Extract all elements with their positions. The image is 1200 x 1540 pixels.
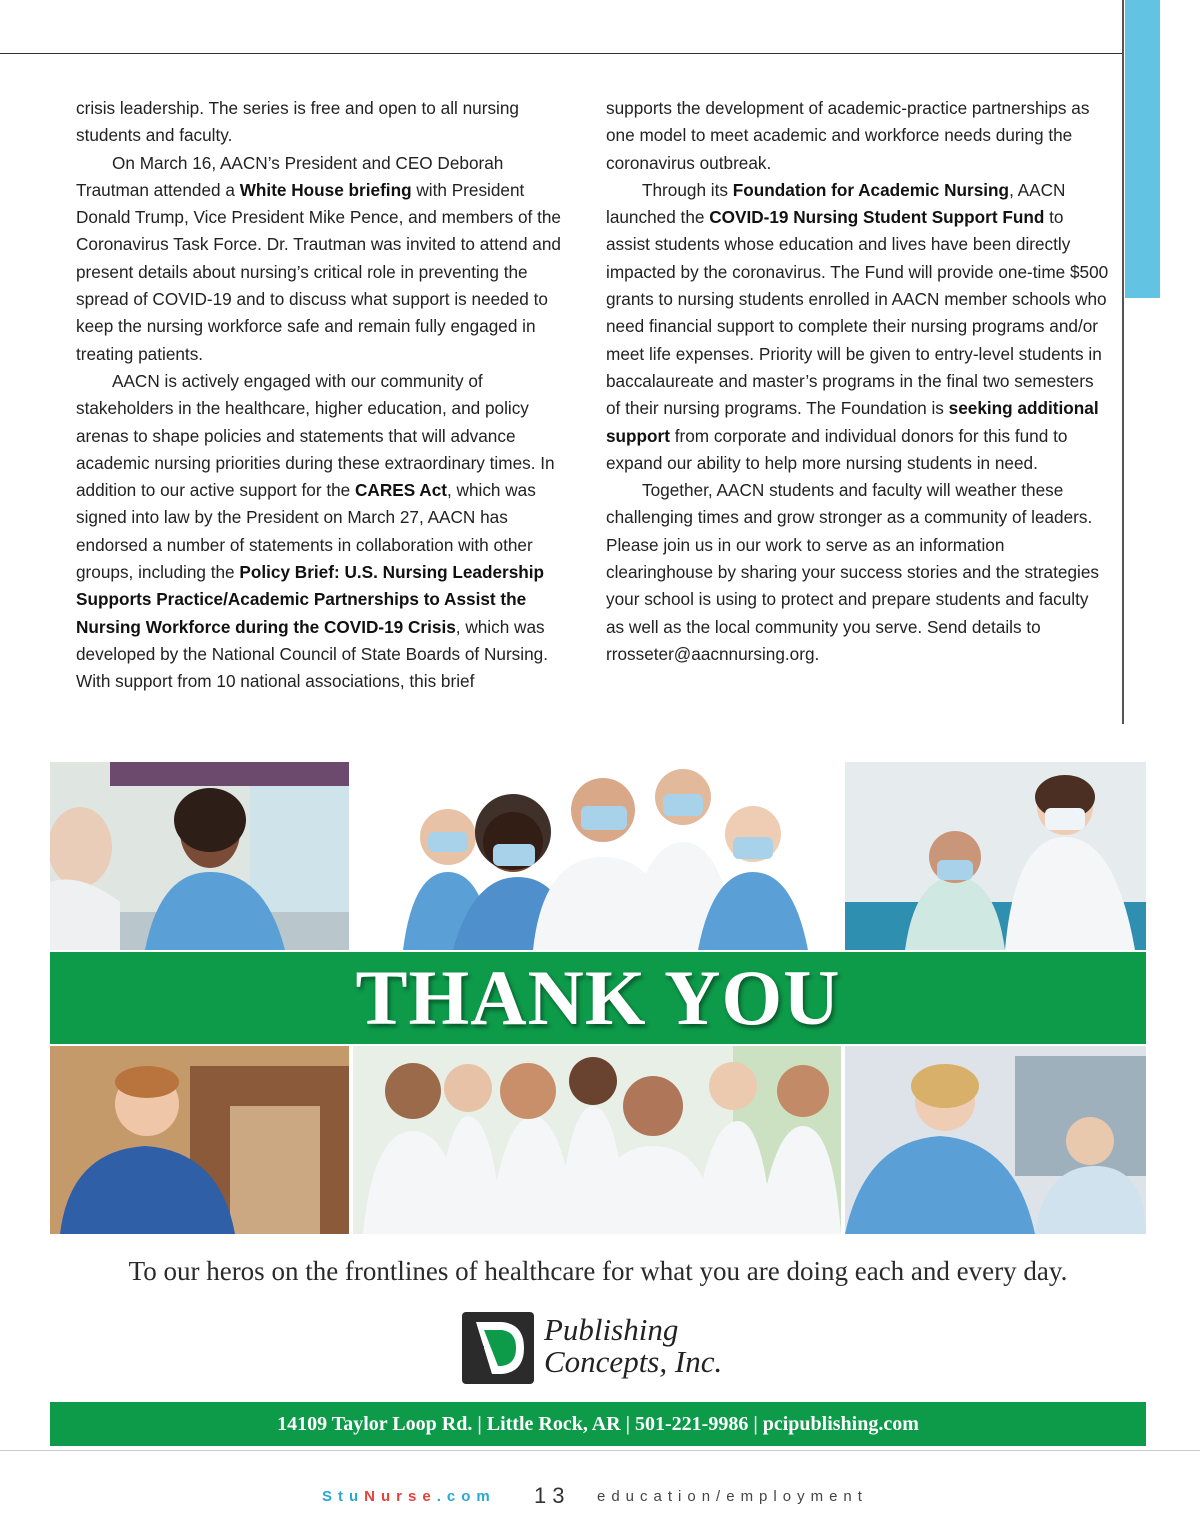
link-policy-brief: Policy Brief: U.S. Nursing Leadership Supports Practice/Academic Partnerships to Assist the Nursing Workforce during the COVID-19 Crisis — [76, 562, 545, 637]
page-number: 13 — [534, 1483, 571, 1508]
link-additional-support: seeking additional support — [606, 398, 1099, 446]
photo-row-top — [50, 762, 1146, 950]
paragraph: Together, AACN students and faculty will weather these challenging times and grow stronger as a community of leaders. Please join us in our work to serve as an information clearinghouse by sharing your success stories and the strategies your school is using to protect and prepare students and faculty as well as the local community you serve. Send details to rrosseter@aacnnursing.org. — [606, 480, 1099, 664]
thank-you-advertisement — [50, 762, 1146, 1446]
footer-rule — [0, 1450, 1200, 1451]
paragraph: Through its Foundation for Academic Nursing, AACN launched the COVID-19 Nursing Student Support Fund to assist students whose education and lives have been directly impacted by the coronavirus. The Fund will provide one-time $500 grants to nursing students enrolled in AACN member schools who need financial support to complete their nursing programs and/or meet life expenses. Priority will be given to entry-level students in baccalaureate and master’s programs in the final two semesters of their nursing programs. The Foundation is seeking additional support from corporate and individual donors for this fund to expand our ability to help more nursing students in need. — [606, 179, 1109, 473]
paragraph: On March 16, AACN’s President and CEO Deborah Trautman attended a White House briefing with President Donald Trump, Vice President Mike Pence, and members of the Coronavirus Task Force. Dr. Trautman was invited to attend and present details about nursing’s critical role in preventing the spread of COVID-19 and to discuss what support is needed to keep the nursing workforce safe and remain fully engaged in treating patients. — [76, 152, 561, 364]
paragraph: AACN is actively engaged with our community of stakeholders in the healthcare, higher education, and policy arenas to shape policies and statements that will advance academic nursing priorities during these extraordinary times. In addition to our active support for the CARES Act, which was signed into law by the President on March 27, AACN has endorsed a number of statements in collaboration with other groups, including the Policy Brief: U.S. Nursing Leadership Supports Practice/Academic Partnerships to Assist the Nursing Workforce during the COVID-19 Crisis, which was developed by the National Council of State Boards of Nursing. With support from 10 national associations, this brief — [76, 370, 555, 692]
section-label: education/employment — [597, 1488, 868, 1505]
article-column-right — [606, 95, 1111, 668]
photo-doctor-with-patient — [845, 762, 1146, 950]
photo-male-nurse — [50, 1046, 349, 1234]
photo-row-bottom — [50, 1046, 1146, 1234]
header-rule — [0, 53, 1122, 54]
paragraph: crisis leadership. The series is free and open to all nursing students and faculty. — [76, 98, 519, 146]
article-column-left — [76, 95, 576, 696]
section-tab — [1125, 0, 1160, 298]
link-white-house-briefing: White House briefing — [239, 179, 412, 200]
photo-nurse-with-elderly-patient — [845, 1046, 1146, 1234]
publishing-concepts-wordmark: Publishing Concepts, Inc. — [544, 1312, 723, 1379]
photo-nurse-with-patient — [50, 762, 349, 950]
link-foundation: Foundation for Academic Nursing — [732, 179, 1010, 200]
ad-address-bar: 14109 Taylor Loop Rd. | Little Rock, AR | 501-221-9986 | pcipublishing.com — [50, 1402, 1146, 1446]
paragraph: supports the development of academic-practice partnerships as one model to meet academic and workforce needs during the coronavirus outbreak. — [606, 98, 1090, 173]
ad-tagline: To our heros on the frontlines of healthcare for what you are doing each and every day. — [128, 1256, 1068, 1286]
margin-rule — [1122, 0, 1124, 724]
ad-headline: THANK YOU — [355, 954, 841, 1041]
photo-doctor-group — [353, 1046, 841, 1234]
link-cares-act: CARES Act — [355, 480, 447, 501]
link-support-fund: COVID-19 Nursing Student Support Fund — [709, 207, 1045, 228]
site-brand: StuNurse.com — [322, 1488, 496, 1505]
photo-masked-team — [353, 762, 841, 950]
page-footer — [0, 1483, 1200, 1528]
publishing-concepts-logo-icon — [462, 1312, 534, 1384]
